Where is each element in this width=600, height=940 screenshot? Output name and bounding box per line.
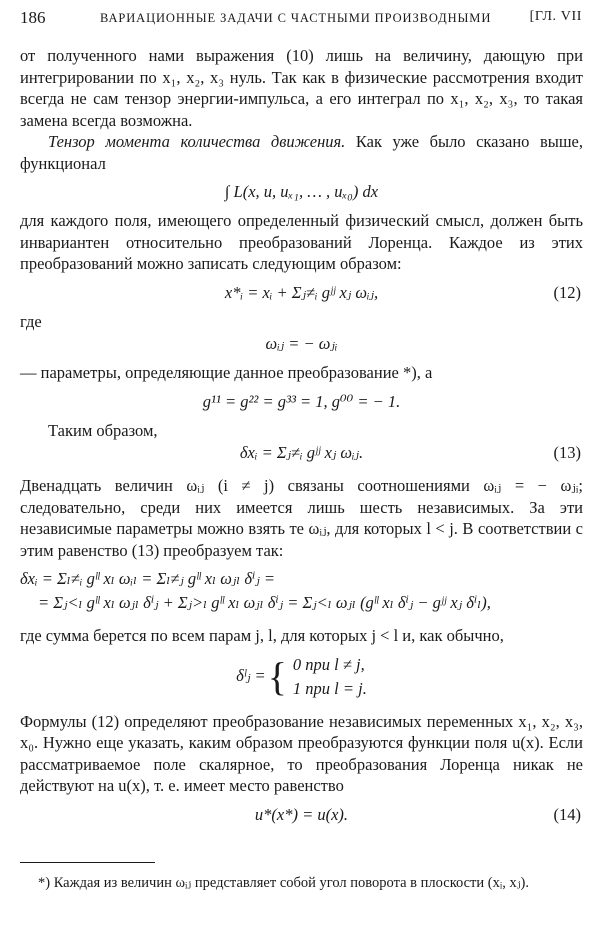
kronecker-case-1: 0 при l ≠ j, — [292, 654, 365, 674]
paragraph-7: где сумма берется по всем парам j, l, для которых j < l и, как обычно, — [20, 626, 504, 645]
equation-12-body: x*ᵢ = xᵢ + Σⱼ≠ᵢ gʲʲ xⱼ ωᵢⱼ, — [224, 282, 379, 302]
equation-13 — [20, 441, 583, 465]
kronecker-cases — [293, 653, 367, 701]
paragraph-5: Таким образом, — [48, 420, 158, 440]
kronecker-lhs: δˡⱼ = — [236, 665, 266, 685]
paragraph-where: где — [20, 311, 42, 331]
section-title: Тензор момента количества движения. — [48, 132, 346, 151]
brace-symbol: { — [267, 653, 287, 699]
equation-14-number: (14) — [553, 804, 581, 824]
running-title: ВАРИАЦИОННЫЕ ЗАДАЧИ С ЧАСТНЫМИ ПРОИЗВОДНЫМИ — [100, 11, 492, 25]
paragraph-4: — параметры, определяющие данное преобразование *), а — [20, 363, 433, 382]
equation-13-body: δxᵢ = Σⱼ≠ᵢ gʲʲ xⱼ ωᵢⱼ. — [239, 443, 364, 462]
chapter-label: [ГЛ. VII — [529, 9, 582, 24]
page-header — [20, 8, 582, 32]
paragraph-6: Двенадцать величин ωᵢⱼ (i ≠ j) связаны соотношениями ωᵢⱼ = − ωⱼᵢ; следовательно, среди них имеется лишь шесть независимых. За эти независимые параметры можно взять те ωᵢⱼ, для которых l < j. В соответствии с этим равенство (13) преобразуем так: — [20, 476, 583, 560]
footnote: *) Каждая из величин ωᵢⱼ представляет собой угол поворота в плоскости (xᵢ, xⱼ). — [38, 875, 530, 891]
paragraph-1: от полученного нами выражения (10) лишь на величину, дающую при интегрировании по x₁, x₂, x₃ нуль. Так как в физические рассмотрения входит всегда не сам тензор энергии-импульса, а его интеграл по x₁, x₂, x₃, то такая замена всегда возможна. — [20, 46, 583, 130]
equation-14 — [20, 803, 583, 827]
equation-long-line-2: = Σⱼ<ₗ gˡˡ xₗ ωⱼₗ δⁱⱼ + Σⱼ>ₗ gˡˡ xₗ ωⱼₗ δⁱⱼ = Σⱼ<ₗ ωⱼₗ (gˡˡ xₗ δⁱⱼ − gʲʲ xⱼ δⁱₗ), — [38, 593, 491, 612]
equation-kronecker — [20, 653, 583, 701]
page-number: 186 — [20, 8, 46, 27]
paragraph-3: для каждого поля, имеющего определенный физический смысл, должен быть инвариантен относительно преобразований Лоренца. Каждое из этих преобразований можно записать следующим образом: — [20, 211, 583, 273]
footnote-divider — [20, 862, 155, 863]
paragraph-2 — [20, 131, 583, 174]
equation-13-number: (13) — [553, 443, 581, 462]
equation-metric: g¹¹ = g²² = g³³ = 1, g⁰⁰ = − 1. — [202, 391, 401, 411]
paragraph-2-text: Как уже было сказано выше, функционал — [20, 132, 583, 173]
equation-14-body: u*(x*) = u(x). — [254, 804, 349, 824]
equation-functional: ∫ L(x, u, uₓ₁, … , uₓ₀) dx — [224, 182, 379, 201]
paragraph-8: Формулы (12) определяют преобразование независимых переменных x₁, x₂, x₃, x₀. Нужно еще указать, каким образом преобразуются функции поля u(x). Если рассматриваемое поле скалярное, то преобразования Лоренца никак не действуют на u(x), т. е. имеет место равенство — [20, 711, 583, 795]
equation-12 — [20, 281, 583, 305]
page-body — [20, 45, 583, 827]
equation-12-number: (12) — [553, 282, 581, 302]
equation-long-line-1: δxᵢ = Σₗ≠ᵢ gˡˡ xₗ ωᵢₗ = Σₗ≠ⱼ gˡˡ xₗ ωⱼₗ δⁱⱼ = — [20, 569, 275, 588]
kronecker-case-2: 1 при l = j. — [292, 678, 367, 698]
equation-omega-antisymmetric: ωᵢⱼ = − ωⱼᵢ — [265, 334, 338, 353]
